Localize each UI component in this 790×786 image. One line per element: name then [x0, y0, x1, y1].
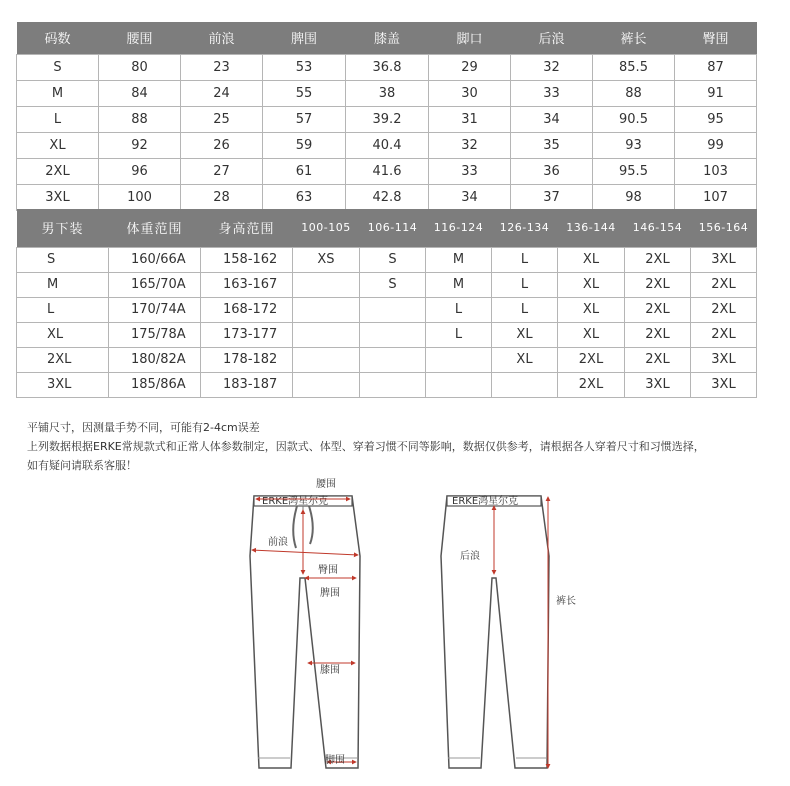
table-cell: 24 — [181, 80, 263, 106]
table-cell — [293, 272, 360, 297]
table-row — [17, 132, 757, 158]
table-cell: S — [360, 247, 426, 272]
table-cell: 57 — [263, 106, 346, 132]
table-cell — [360, 322, 426, 347]
table-cell: L — [492, 247, 558, 272]
table-row — [17, 80, 757, 106]
table-cell: 84 — [99, 80, 181, 106]
table2-header-9: 156-164 — [691, 209, 757, 247]
table2-header-3: 100-105 — [293, 209, 360, 247]
table-cell: 36 — [511, 158, 593, 184]
table-cell: 55 — [263, 80, 346, 106]
table-row — [17, 158, 757, 184]
table-cell: 93 — [593, 132, 675, 158]
table1-header-5: 脚口 — [429, 22, 511, 54]
table-cell: 96 — [99, 158, 181, 184]
table-cell: 34 — [511, 106, 593, 132]
front-pants-drawing — [250, 494, 360, 768]
table-cell: 3XL — [691, 372, 757, 397]
table-cell: S — [17, 247, 109, 272]
table-cell: M — [17, 80, 99, 106]
table-cell: 2XL — [625, 272, 691, 297]
table-cell: 3XL — [625, 372, 691, 397]
table-row — [17, 184, 757, 210]
table-row — [17, 106, 757, 132]
table-cell: 42.8 — [346, 184, 429, 210]
table-cell: 92 — [99, 132, 181, 158]
table-cell: 2XL — [625, 247, 691, 272]
table-cell: 168-172 — [201, 297, 293, 322]
table-row — [17, 54, 757, 80]
table-cell: 32 — [511, 54, 593, 80]
table-cell: 41.6 — [346, 158, 429, 184]
table-cell: 3XL — [17, 184, 99, 210]
table-cell: 53 — [263, 54, 346, 80]
table-row — [17, 322, 757, 347]
table-cell — [360, 372, 426, 397]
table-cell: 3XL — [691, 247, 757, 272]
table2-header-5: 116-124 — [426, 209, 492, 247]
table-cell: L — [492, 297, 558, 322]
table1-header-7: 裤长 — [593, 22, 675, 54]
table-cell — [492, 372, 558, 397]
label-thigh: 脾围 — [320, 588, 340, 599]
table-cell: XL — [558, 247, 625, 272]
table-cell: L — [426, 297, 492, 322]
table-cell: S — [17, 54, 99, 80]
table2-header-6: 126-134 — [492, 209, 558, 247]
table-cell: 87 — [675, 54, 757, 80]
table-cell: 2XL — [17, 347, 109, 372]
label-knee: 膝围 — [320, 665, 340, 676]
fit-table — [16, 209, 757, 398]
table-cell: 91 — [675, 80, 757, 106]
table-cell: 100 — [99, 184, 181, 210]
table-cell: 33 — [429, 158, 511, 184]
table2-header-2: 身高范围 — [201, 209, 293, 247]
table-cell: 2XL — [691, 272, 757, 297]
table-cell: 59 — [263, 132, 346, 158]
table-cell: 88 — [99, 106, 181, 132]
table1-header-8: 臀围 — [675, 22, 757, 54]
table-cell: XL — [492, 347, 558, 372]
table-cell: 25 — [181, 106, 263, 132]
table-cell: 180/82A — [109, 347, 201, 372]
table2-header-8: 146-154 — [625, 209, 691, 247]
table1-header-2: 前浪 — [181, 22, 263, 54]
table-cell: 2XL — [558, 347, 625, 372]
label-hip: 臀围 — [318, 565, 338, 576]
table-cell — [426, 372, 492, 397]
table-cell: 28 — [181, 184, 263, 210]
table-cell: S — [360, 272, 426, 297]
table2-header-0: 男下装 — [17, 209, 109, 247]
table-cell: M — [426, 272, 492, 297]
table-cell: 40.4 — [346, 132, 429, 158]
size-table-body — [17, 54, 757, 210]
table-cell: 39.2 — [346, 106, 429, 132]
front-waistband-print: ERKE鸿星尔克 — [262, 496, 329, 507]
table-cell: 63 — [263, 184, 346, 210]
table-cell — [293, 372, 360, 397]
table-cell: 30 — [429, 80, 511, 106]
table-cell: 160/66A — [109, 247, 201, 272]
table1-header-6: 后浪 — [511, 22, 593, 54]
table-cell: 107 — [675, 184, 757, 210]
table-cell: 3XL — [691, 347, 757, 372]
table-cell — [293, 322, 360, 347]
table-cell: 95.5 — [593, 158, 675, 184]
table-cell: L — [17, 106, 99, 132]
table-row — [17, 247, 757, 272]
table-cell: 29 — [429, 54, 511, 80]
table-row — [17, 272, 757, 297]
size-table — [16, 22, 757, 211]
label-back-rise: 后浪 — [460, 551, 480, 562]
table-cell: 80 — [99, 54, 181, 80]
table2-header-1: 体重范围 — [109, 209, 201, 247]
table-cell: 88 — [593, 80, 675, 106]
table-cell: 2XL — [17, 158, 99, 184]
table-cell: XL — [17, 132, 99, 158]
table-row — [17, 347, 757, 372]
table1-header-0: 码数 — [17, 22, 99, 54]
note-tolerance: 平铺尺寸，因测量手势不同，可能有2-4cm误差 — [27, 421, 260, 434]
table-cell: 33 — [511, 80, 593, 106]
back-pants-drawing — [441, 494, 549, 768]
size-table-header — [17, 22, 757, 54]
table-cell: 178-182 — [201, 347, 293, 372]
table2-header-4: 106-114 — [360, 209, 426, 247]
table-cell: 2XL — [625, 322, 691, 347]
size-notes — [27, 418, 705, 475]
back-waistband-print: ERKE鸿星尔克 — [452, 496, 519, 507]
table-cell: 23 — [181, 54, 263, 80]
table-cell: 95 — [675, 106, 757, 132]
table-cell: 90.5 — [593, 106, 675, 132]
table-cell: M — [17, 272, 109, 297]
note-reference: 上列数据根据ERKE常规款式和正常人体参数制定，因款式、体型、穿着习惯不同等影响，数据仅供参考，请根据各人穿着尺寸和习惯选择， — [27, 440, 705, 453]
table1-header-3: 脾围 — [263, 22, 346, 54]
table-cell: M — [426, 247, 492, 272]
table1-header-4: 膝盖 — [346, 22, 429, 54]
table-cell: 37 — [511, 184, 593, 210]
table-cell: L — [17, 297, 109, 322]
table-cell: 183-187 — [201, 372, 293, 397]
table-cell: XL — [558, 272, 625, 297]
table-cell: 26 — [181, 132, 263, 158]
label-waist: 腰围 — [316, 479, 336, 490]
table2-header-7: 136-144 — [558, 209, 625, 247]
table-cell: XL — [492, 322, 558, 347]
table-cell: 158-162 — [201, 247, 293, 272]
table-cell: XS — [293, 247, 360, 272]
measurement-diagram — [0, 470, 790, 786]
table-cell — [426, 347, 492, 372]
table-cell: L — [492, 272, 558, 297]
table-cell: 61 — [263, 158, 346, 184]
table-cell: 170/74A — [109, 297, 201, 322]
table-cell — [360, 347, 426, 372]
table-cell — [293, 297, 360, 322]
table1-header-1: 腰围 — [99, 22, 181, 54]
table-cell: XL — [17, 322, 109, 347]
table-cell: 163-167 — [201, 272, 293, 297]
table-cell: 185/86A — [109, 372, 201, 397]
table-cell: XL — [558, 297, 625, 322]
table-cell: 165/70A — [109, 272, 201, 297]
table-row — [17, 297, 757, 322]
table-cell: L — [426, 322, 492, 347]
fit-table-body — [17, 247, 757, 397]
label-length: 裤长 — [556, 596, 576, 607]
table-cell: 31 — [429, 106, 511, 132]
table-cell: 27 — [181, 158, 263, 184]
label-front-rise: 前浪 — [268, 537, 288, 548]
table-cell: 98 — [593, 184, 675, 210]
table-cell: 38 — [346, 80, 429, 106]
table-cell: 2XL — [625, 297, 691, 322]
table-cell: 175/78A — [109, 322, 201, 347]
table-cell: 2XL — [625, 347, 691, 372]
table-cell: 34 — [429, 184, 511, 210]
table-cell: 35 — [511, 132, 593, 158]
label-hem: 脚围 — [325, 755, 345, 766]
table-cell: 173-177 — [201, 322, 293, 347]
table-cell: 3XL — [17, 372, 109, 397]
table-cell — [360, 297, 426, 322]
table-cell: 2XL — [691, 322, 757, 347]
table-cell: 85.5 — [593, 54, 675, 80]
fit-table-header — [17, 209, 757, 247]
table-cell: 36.8 — [346, 54, 429, 80]
table-cell — [293, 347, 360, 372]
table-cell: XL — [558, 322, 625, 347]
table-cell: 32 — [429, 132, 511, 158]
note-contact: 如有疑问请联系客服！ — [27, 459, 137, 472]
table-row — [17, 372, 757, 397]
table-cell: 103 — [675, 158, 757, 184]
table-cell: 99 — [675, 132, 757, 158]
table-cell: 2XL — [691, 297, 757, 322]
table-cell: 2XL — [558, 372, 625, 397]
